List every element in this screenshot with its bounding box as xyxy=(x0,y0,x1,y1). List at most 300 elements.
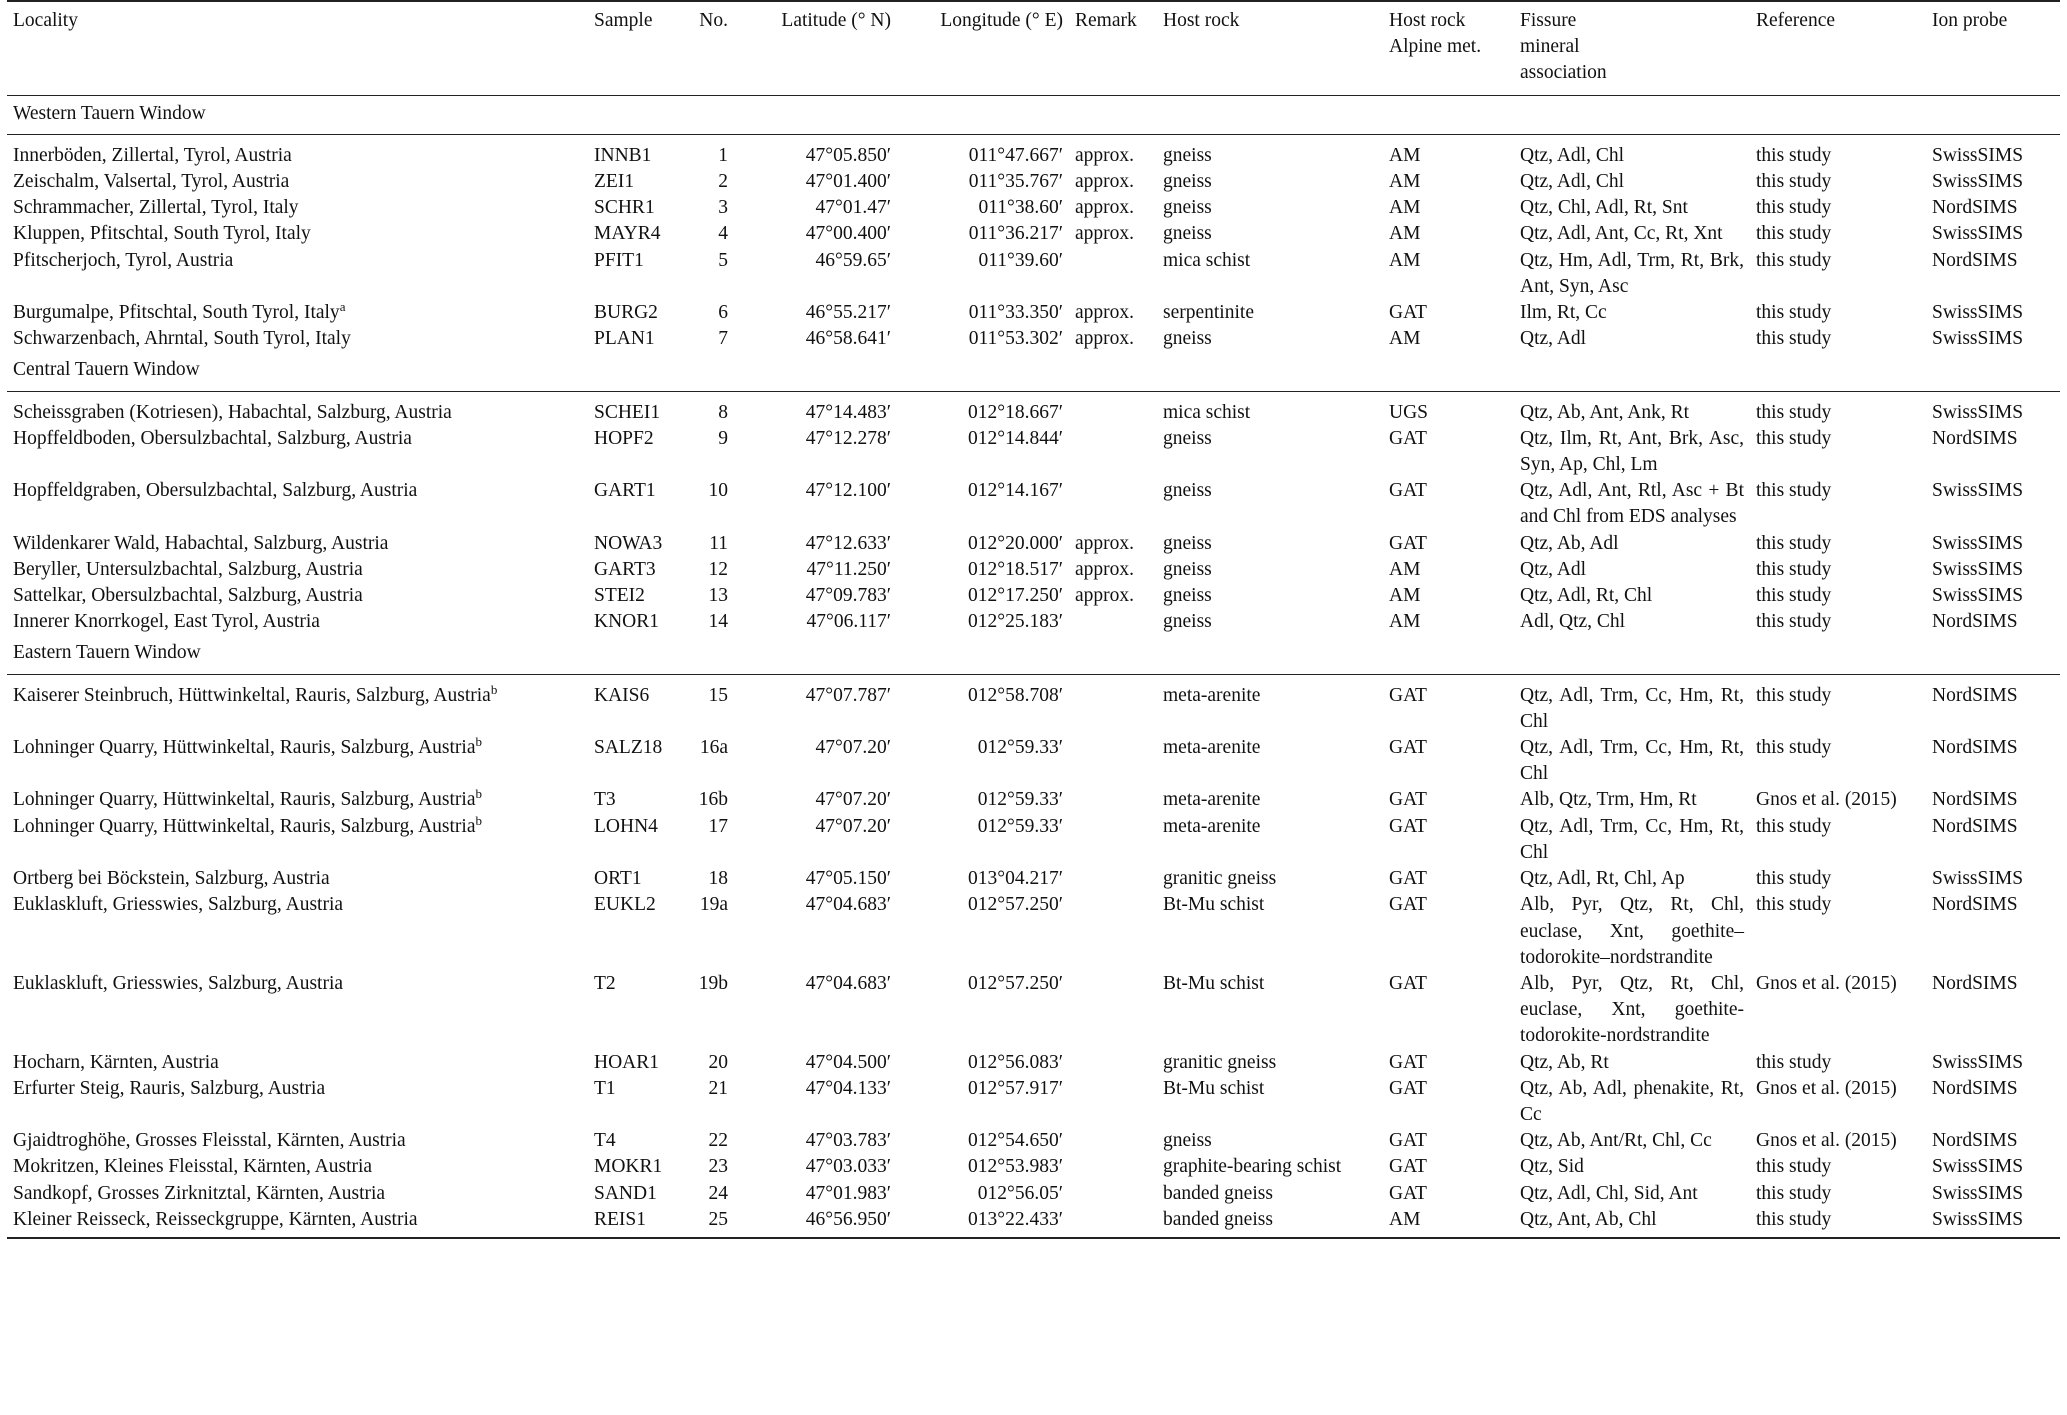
longitude-cell: 012°14.844′ xyxy=(968,427,1063,449)
reference-cell: this study xyxy=(1756,585,1832,607)
footnote-marker: b xyxy=(475,813,482,828)
fissure-association-cell: Qtz, Ilm, Rt, Ant, Brk, Asc, Syn, Ap, Chl, Lm xyxy=(1520,427,1744,476)
locality-cell xyxy=(7,787,588,813)
col-header-latitude: Latitude (° N) xyxy=(734,2,897,95)
col-header-fissure-line3: association xyxy=(1520,62,1607,84)
locality-text: Pfitscherjoch, Tyrol, Austria xyxy=(13,249,234,271)
latitude-cell: 47°07.787′ xyxy=(805,684,891,706)
locality-cell xyxy=(7,1207,588,1238)
col-header-no: No. xyxy=(682,2,734,95)
sample-cell: HOPF2 xyxy=(594,427,654,449)
ion-probe-cell: SwissSIMS xyxy=(1932,223,2024,245)
alpine-met-cell: GAT xyxy=(1389,737,1427,759)
alpine-met-cell: GAT xyxy=(1389,789,1427,811)
locality-text: Gjaidtroghöhe, Grosses Fleisstal, Kärnten, Austria xyxy=(13,1130,406,1152)
number-cell: 17 xyxy=(708,815,728,837)
sample-cell: PFIT1 xyxy=(594,249,644,271)
fissure-association-cell: Adl, Qtz, Chl xyxy=(1520,611,1626,633)
host-rock-cell: graphite-bearing schist xyxy=(1163,1156,1342,1178)
alpine-met-cell: GAT xyxy=(1389,815,1427,837)
locality-cell xyxy=(7,1050,588,1076)
host-rock-cell: gneiss xyxy=(1163,328,1212,350)
remark-cell: approx. xyxy=(1075,223,1135,245)
host-rock-cell: gneiss xyxy=(1163,532,1212,554)
number-cell: 14 xyxy=(708,611,728,633)
table-row xyxy=(7,583,2060,609)
sample-cell: GART1 xyxy=(594,480,656,502)
latitude-cell: 47°07.20′ xyxy=(815,737,891,759)
ion-probe-cell: SwissSIMS xyxy=(1926,1207,2060,1238)
reference-cell: this study xyxy=(1756,894,1832,916)
latitude-cell: 47°07.20′ xyxy=(815,815,891,837)
locality-text: Ortberg bei Böckstein, Salzburg, Austria xyxy=(13,868,330,890)
fissure-association-cell: Qtz, Ant, Ab, Chl xyxy=(1514,1207,1750,1238)
alpine-met-cell: AM xyxy=(1389,585,1421,607)
fissure-association-cell: Qtz, Adl, Trm, Cc, Hm, Rt, Chl xyxy=(1520,684,1744,732)
locality-cell xyxy=(7,674,588,735)
ion-probe-cell: NordSIMS xyxy=(1932,1130,2018,1152)
latitude-cell: 47°00.400′ xyxy=(805,223,891,245)
host-rock-cell: Bt-Mu schist xyxy=(1163,972,1265,994)
number-cell: 7 xyxy=(718,328,728,350)
latitude-cell: 46°58.641′ xyxy=(805,328,891,350)
table-row xyxy=(7,735,2060,787)
remark-cell: approx. xyxy=(1075,302,1135,324)
locality-text: Euklaskluft, Griesswies, Salzburg, Austria xyxy=(13,894,344,916)
fissure-association-cell: Qtz, Hm, Adl, Trm, Rt, Brk, Ant, Syn, Asc xyxy=(1520,249,1744,297)
reference-cell: this study xyxy=(1756,815,1832,837)
sample-cell: EUKL2 xyxy=(594,894,656,916)
number-cell: 18 xyxy=(708,868,728,890)
ion-probe-cell: NordSIMS xyxy=(1932,611,2018,633)
fissure-association-cell: Qtz, Ab, Rt xyxy=(1520,1051,1609,1073)
remark-cell xyxy=(1069,391,1157,426)
col-header-fissure-line1: Fissure xyxy=(1520,10,1577,31)
locality-text: Sandkopf, Grosses Zirknitztal, Kärnten, Austria xyxy=(13,1182,386,1204)
host-rock-cell: Bt-Mu schist xyxy=(1163,1077,1265,1099)
col-header-host-rock-alpine-line2: Alpine met. xyxy=(1389,36,1482,58)
locality-text: Sattelkar, Obersulzbachtal, Salzburg, Austria xyxy=(13,585,363,607)
host-rock-cell: gneiss xyxy=(1163,1130,1212,1152)
remark-cell xyxy=(1069,1050,1157,1076)
fissure-association-cell: Qtz, Adl, Trm, Cc, Hm, Rt, Chl xyxy=(1520,815,1744,863)
latitude-cell: 47°04.683′ xyxy=(805,972,891,994)
reference-cell: this study xyxy=(1756,558,1832,580)
longitude-cell: 012°17.250′ xyxy=(968,585,1063,607)
remark-cell xyxy=(1069,1207,1157,1238)
number-cell: 8 xyxy=(718,401,728,423)
alpine-met-cell: AM xyxy=(1389,611,1421,633)
locality-text: Scheissgraben (Kotriesen), Habachtal, Salzburg, Austria xyxy=(13,401,452,423)
reference-cell: Gnos et al. (2015) xyxy=(1756,1077,1897,1099)
sample-cell: MAYR4 xyxy=(594,223,661,245)
longitude-cell: 012°25.183′ xyxy=(968,611,1063,633)
latitude-cell: 47°01.983′ xyxy=(805,1182,891,1204)
longitude-cell: 012°20.000′ xyxy=(968,532,1063,554)
ion-probe-cell: NordSIMS xyxy=(1932,972,2018,994)
remark-cell xyxy=(1069,735,1157,787)
longitude-cell: 013°04.217′ xyxy=(968,868,1063,890)
fissure-association-cell: Qtz, Ab, Adl xyxy=(1520,532,1619,554)
fissure-association-cell: Qtz, Adl, Chl xyxy=(1520,171,1625,193)
remark-cell: approx. xyxy=(1075,171,1135,193)
sample-cell: STEI2 xyxy=(594,585,645,607)
host-rock-cell: gneiss xyxy=(1163,427,1212,449)
table-row xyxy=(7,609,2060,635)
alpine-met-cell: GAT xyxy=(1389,1051,1427,1073)
footnote-marker: b xyxy=(475,787,482,802)
locality-cell xyxy=(7,169,588,195)
col-header-sample: Sample xyxy=(588,2,682,95)
ion-probe-cell: NordSIMS xyxy=(1932,815,2018,837)
table-row xyxy=(7,478,2060,530)
fissure-association-cell: Qtz, Chl, Adl, Rt, Snt xyxy=(1520,197,1688,219)
locality-cell xyxy=(7,221,588,247)
ion-probe-cell: SwissSIMS xyxy=(1932,532,2024,554)
col-header-locality: Locality xyxy=(7,2,588,95)
longitude-cell: 011°33.350′ xyxy=(968,302,1063,324)
latitude-cell: 47°01.400′ xyxy=(805,171,891,193)
table-row xyxy=(7,531,2060,557)
ion-probe-cell: NordSIMS xyxy=(1932,894,2018,916)
latitude-cell: 47°01.47′ xyxy=(815,197,891,219)
number-cell: 22 xyxy=(708,1130,728,1152)
fissure-association-cell: Qtz, Adl, Trm, Cc, Hm, Rt, Chl xyxy=(1520,737,1744,785)
longitude-cell: 012°18.517′ xyxy=(968,558,1063,580)
number-cell: 6 xyxy=(718,302,728,324)
table-row xyxy=(7,248,2060,300)
number-cell: 16b xyxy=(698,789,728,811)
section-heading-row xyxy=(7,352,2060,391)
longitude-cell: 011°36.217′ xyxy=(968,223,1063,245)
locality-cell xyxy=(7,1128,588,1154)
alpine-met-cell: AM xyxy=(1389,328,1421,350)
number-cell: 2 xyxy=(718,171,728,193)
alpine-met-cell: AM xyxy=(1389,171,1421,193)
host-rock-cell: serpentinite xyxy=(1163,302,1254,324)
footnote-marker: a xyxy=(339,300,346,315)
locality-text: Lohninger Quarry, Hüttwinkeltal, Rauris, Salzburg, Austria xyxy=(13,789,476,811)
alpine-met-cell: AM xyxy=(1383,1207,1514,1238)
fissure-association-cell: Qtz, Adl, Rt, Chl, Ap xyxy=(1520,868,1685,890)
host-rock-cell: meta-arenite xyxy=(1163,789,1261,811)
locality-cell xyxy=(7,971,588,1050)
ion-probe-cell: SwissSIMS xyxy=(1932,302,2024,324)
locality-text: Beryller, Untersulzbachtal, Salzburg, Austria xyxy=(13,558,363,580)
locality-cell xyxy=(7,557,588,583)
longitude-cell: 012°56.05′ xyxy=(977,1182,1063,1204)
latitude-cell: 47°11.250′ xyxy=(806,558,891,580)
fissure-association-cell: Qtz, Ab, Ant/Rt, Chl, Cc xyxy=(1520,1130,1712,1152)
number-cell: 15 xyxy=(708,684,728,706)
ion-probe-cell: SwissSIMS xyxy=(1932,585,2024,607)
remark-cell: approx. xyxy=(1075,328,1135,350)
remark-cell xyxy=(1069,248,1157,300)
longitude-cell: 012°58.708′ xyxy=(968,684,1063,706)
locality-cell xyxy=(7,426,588,478)
longitude-cell: 013°22.433′ xyxy=(897,1207,1069,1238)
longitude-cell: 012°53.983′ xyxy=(968,1156,1063,1178)
sample-cell: BURG2 xyxy=(594,302,658,324)
sample-cell: GART3 xyxy=(594,558,656,580)
reference-cell: this study xyxy=(1756,401,1832,423)
alpine-met-cell: GAT xyxy=(1389,868,1427,890)
longitude-cell: 012°14.167′ xyxy=(968,480,1063,502)
col-header-reference: Reference xyxy=(1750,2,1926,95)
ion-probe-cell: NordSIMS xyxy=(1932,427,2018,449)
reference-cell: this study xyxy=(1750,1207,1926,1238)
locality-cell xyxy=(7,866,588,892)
host-rock-cell: granitic gneiss xyxy=(1163,868,1277,890)
number-cell: 19a xyxy=(699,894,728,916)
locality-cell xyxy=(7,583,588,609)
number-cell: 9 xyxy=(718,427,728,449)
ion-probe-cell: NordSIMS xyxy=(1932,1077,2018,1099)
table-row xyxy=(7,674,2060,735)
latitude-cell: 47°09.783′ xyxy=(805,585,891,607)
alpine-met-cell: GAT xyxy=(1389,480,1427,502)
reference-cell: Gnos et al. (2015) xyxy=(1756,1130,1897,1152)
col-header-host-rock-alpine-line1: Host rock xyxy=(1389,10,1466,31)
host-rock-cell: mica schist xyxy=(1163,249,1251,271)
fissure-association-cell: Qtz, Ab, Ant, Ank, Rt xyxy=(1520,401,1690,423)
host-rock-cell: meta-arenite xyxy=(1163,815,1261,837)
locality-text: Kleiner Reisseck, Reisseckgruppe, Kärnten, Austria xyxy=(13,1208,418,1230)
ion-probe-cell: NordSIMS xyxy=(1932,789,2018,811)
footnote-marker: b xyxy=(490,681,498,697)
section-heading-row xyxy=(7,95,2060,134)
table-row xyxy=(7,426,2060,478)
ion-probe-cell: SwissSIMS xyxy=(1932,1051,2024,1073)
locality-cell xyxy=(7,1181,588,1207)
reference-cell: this study xyxy=(1756,480,1832,502)
sample-cell: NOWA3 xyxy=(594,532,663,554)
col-header-fissure-line2: mineral xyxy=(1520,36,1580,58)
locality-text: Hocharn, Kärnten, Austria xyxy=(13,1051,219,1073)
number-cell: 12 xyxy=(708,558,728,580)
col-header-ion-probe: Ion probe xyxy=(1926,2,2060,95)
locality-text: Lohninger Quarry, Hüttwinkeltal, Rauris, Salzburg, Austria xyxy=(13,737,476,759)
sample-cell: SALZ18 xyxy=(594,737,663,759)
col-header-fissure-mineral-association xyxy=(1514,2,1750,95)
sample-cell: T4 xyxy=(594,1130,616,1152)
alpine-met-cell: AM xyxy=(1389,144,1421,166)
remark-cell xyxy=(1069,1076,1157,1128)
sample-cell: HOAR1 xyxy=(594,1051,660,1073)
table-row xyxy=(7,169,2060,195)
alpine-met-cell: UGS xyxy=(1389,401,1429,423)
latitude-cell: 47°03.783′ xyxy=(805,1130,891,1152)
latitude-cell: 47°05.150′ xyxy=(805,868,891,890)
table-row xyxy=(7,892,2060,971)
number-cell: 13 xyxy=(708,585,728,607)
col-header-host-rock-alpine-met xyxy=(1383,2,1514,95)
locality-text: Schrammacher, Zillertal, Tyrol, Italy xyxy=(13,197,299,219)
reference-cell: this study xyxy=(1756,144,1832,166)
number-cell: 21 xyxy=(708,1077,728,1099)
longitude-cell: 012°57.250′ xyxy=(968,972,1063,994)
reference-cell: this study xyxy=(1756,197,1832,219)
locality-cell xyxy=(7,134,588,169)
host-rock-cell: Bt-Mu schist xyxy=(1163,894,1265,916)
section-heading-row xyxy=(7,635,2060,674)
alpine-met-cell: GAT xyxy=(1389,972,1427,994)
host-rock-cell: meta-arenite xyxy=(1163,684,1261,706)
number-cell: 23 xyxy=(708,1156,728,1178)
ion-probe-cell: SwissSIMS xyxy=(1932,558,2024,580)
table-row xyxy=(7,134,2060,169)
longitude-cell: 012°18.667′ xyxy=(968,401,1063,423)
locality-text: Hopffeldboden, Obersulzbachtal, Salzburg, Austria xyxy=(13,427,412,449)
reference-cell: this study xyxy=(1756,171,1832,193)
remark-cell xyxy=(1069,1128,1157,1154)
ion-probe-cell: NordSIMS xyxy=(1932,684,2018,706)
locality-text: Burgumalpe, Pfitschtal, South Tyrol, Italy xyxy=(13,302,340,324)
latitude-cell: 47°12.633′ xyxy=(805,532,891,554)
host-rock-cell: gneiss xyxy=(1163,611,1212,633)
latitude-cell: 47°12.100′ xyxy=(805,480,891,502)
table-row xyxy=(7,1181,2060,1207)
sample-cell: INNB1 xyxy=(594,144,652,166)
host-rock-cell: gneiss xyxy=(1163,223,1212,245)
sample-cell: SCHR1 xyxy=(594,197,655,219)
header-row xyxy=(7,2,2060,95)
longitude-cell: 011°47.667′ xyxy=(968,144,1063,166)
reference-cell: this study xyxy=(1756,223,1832,245)
remark-cell xyxy=(1069,1154,1157,1180)
host-rock-cell: granitic gneiss xyxy=(1163,1051,1277,1073)
longitude-cell: 012°56.083′ xyxy=(968,1051,1063,1073)
longitude-cell: 011°53.302′ xyxy=(968,328,1063,350)
sample-cell: SCHEI1 xyxy=(594,401,661,423)
locality-cell xyxy=(7,735,588,787)
locality-text: Schwarzenbach, Ahrntal, South Tyrol, Italy xyxy=(13,328,351,350)
remark-cell xyxy=(1069,674,1157,735)
sample-cell: KNOR1 xyxy=(594,611,660,633)
sample-cell: ZEI1 xyxy=(594,171,635,193)
reference-cell: Gnos et al. (2015) xyxy=(1756,972,1897,994)
number-cell: 24 xyxy=(708,1182,728,1204)
alpine-met-cell: GAT xyxy=(1389,427,1427,449)
alpine-met-cell: GAT xyxy=(1389,1156,1427,1178)
remark-cell xyxy=(1069,478,1157,530)
latitude-cell: 46°56.950′ xyxy=(734,1207,897,1238)
sample-cell: T2 xyxy=(594,972,616,994)
col-header-longitude: Longitude (° E) xyxy=(897,2,1069,95)
longitude-cell: 012°57.250′ xyxy=(968,894,1063,916)
alpine-met-cell: AM xyxy=(1389,223,1421,245)
reference-cell: this study xyxy=(1756,532,1832,554)
number-cell: 1 xyxy=(718,144,728,166)
alpine-met-cell: GAT xyxy=(1389,302,1427,324)
locality-text: Hopffeldgraben, Obersulzbachtal, Salzburg, Austria xyxy=(13,480,418,502)
locality-cell xyxy=(7,391,588,426)
reference-cell: this study xyxy=(1756,868,1832,890)
footnote-marker: b xyxy=(475,735,482,750)
table-row xyxy=(7,195,2060,221)
table-row xyxy=(7,1154,2060,1180)
reference-cell: this study xyxy=(1756,328,1832,350)
table-row xyxy=(7,787,2060,813)
locality-cell xyxy=(7,326,588,352)
ion-probe-cell: SwissSIMS xyxy=(1932,401,2024,423)
alpine-met-cell: GAT xyxy=(1389,1130,1427,1152)
sample-cell: PLAN1 xyxy=(594,328,655,350)
locality-cell xyxy=(7,248,588,300)
number-cell: 4 xyxy=(718,223,728,245)
host-rock-cell: gneiss xyxy=(1163,171,1212,193)
latitude-cell: 46°55.217′ xyxy=(805,302,891,324)
remark-cell xyxy=(1069,787,1157,813)
col-header-remark: Remark xyxy=(1069,2,1157,95)
longitude-cell: 011°35.767′ xyxy=(968,171,1063,193)
locality-cell xyxy=(7,195,588,221)
latitude-cell: 47°12.278′ xyxy=(805,427,891,449)
longitude-cell: 011°38.60′ xyxy=(978,197,1063,219)
table-row xyxy=(7,1050,2060,1076)
fissure-association-cell: Qtz, Adl, Rt, Chl xyxy=(1520,585,1653,607)
number-cell: 10 xyxy=(708,480,728,502)
table-row xyxy=(7,1076,2060,1128)
table-row xyxy=(7,814,2060,866)
remark-cell: approx. xyxy=(1075,585,1135,607)
table-row xyxy=(7,326,2060,352)
locality-cell xyxy=(7,478,588,530)
section-title: Central Tauern Window xyxy=(7,352,2060,391)
alpine-met-cell: AM xyxy=(1389,249,1421,271)
remark-cell xyxy=(1069,971,1157,1050)
sample-cell: ORT1 xyxy=(594,868,642,890)
remark-cell xyxy=(1069,609,1157,635)
locality-cell xyxy=(7,1076,588,1128)
alpine-met-cell: AM xyxy=(1389,197,1421,219)
longitude-cell: 012°59.33′ xyxy=(977,815,1063,837)
section-title: Eastern Tauern Window xyxy=(7,635,2060,674)
remark-cell: approx. xyxy=(1075,558,1135,580)
locality-cell xyxy=(7,1154,588,1180)
remark-cell xyxy=(1069,426,1157,478)
remark-cell: approx. xyxy=(1075,144,1135,166)
ion-probe-cell: SwissSIMS xyxy=(1932,1156,2024,1178)
locality-text: Innerböden, Zillertal, Tyrol, Austria xyxy=(13,144,292,166)
longitude-cell: 012°57.917′ xyxy=(968,1077,1063,1099)
alpine-met-cell: GAT xyxy=(1389,684,1427,706)
locality-text: Innerer Knorrkogel, East Tyrol, Austria xyxy=(13,611,320,633)
latitude-cell: 46°59.65′ xyxy=(815,249,891,271)
table-row xyxy=(7,971,2060,1050)
ion-probe-cell: SwissSIMS xyxy=(1932,480,2024,502)
table-row xyxy=(7,557,2060,583)
longitude-cell: 011°39.60′ xyxy=(978,249,1063,271)
latitude-cell: 47°14.483′ xyxy=(805,401,891,423)
reference-cell: this study xyxy=(1756,1182,1832,1204)
latitude-cell: 47°07.20′ xyxy=(815,789,891,811)
host-rock-cell: banded gneiss xyxy=(1157,1207,1383,1238)
latitude-cell: 47°03.033′ xyxy=(805,1156,891,1178)
reference-cell: this study xyxy=(1756,684,1832,706)
host-rock-cell: mica schist xyxy=(1163,401,1251,423)
ion-probe-cell: NordSIMS xyxy=(1932,737,2018,759)
table-row xyxy=(7,221,2060,247)
table-row xyxy=(7,300,2060,326)
longitude-cell: 012°59.33′ xyxy=(977,789,1063,811)
locality-cell xyxy=(7,814,588,866)
alpine-met-cell: GAT xyxy=(1389,1077,1427,1099)
remark-cell xyxy=(1069,814,1157,866)
fissure-association-cell: Qtz, Adl xyxy=(1520,558,1587,580)
reference-cell: this study xyxy=(1756,1156,1832,1178)
number-cell: 20 xyxy=(708,1051,728,1073)
